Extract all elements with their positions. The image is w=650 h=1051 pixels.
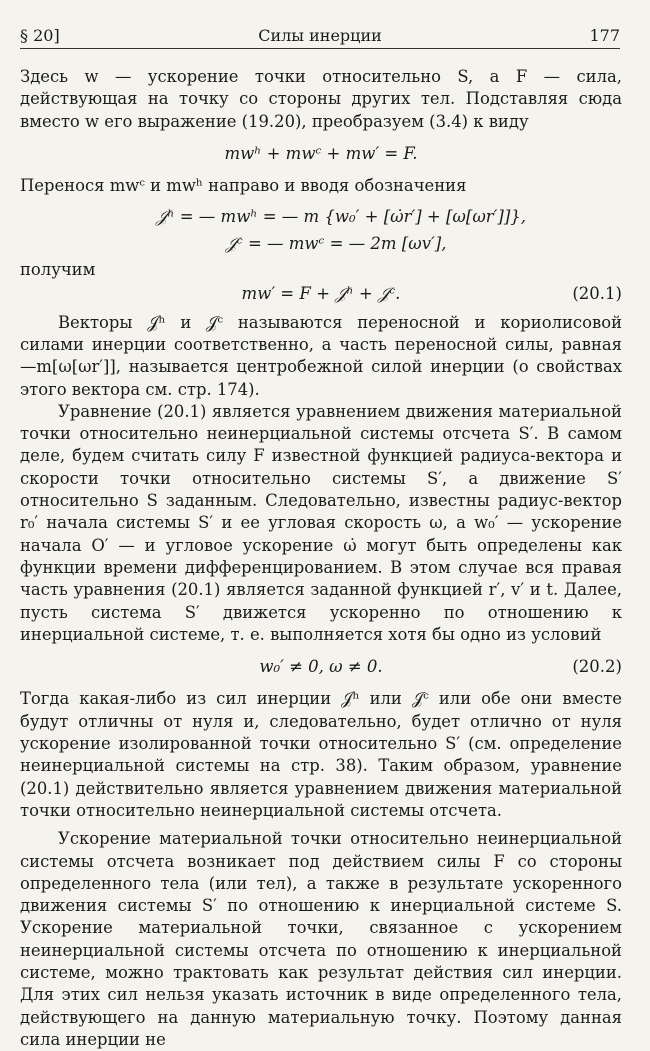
result-row xyxy=(20,259,622,306)
equation-b xyxy=(20,206,622,228)
page-header xyxy=(20,22,620,49)
equation-e xyxy=(20,656,622,678)
paragraph-transfer: Перенося mwᶜ и mwʰ направо и вводя обозначения xyxy=(20,176,467,196)
equation-c-text: 𝒥ᶜ = — mwᶜ = — 2m [ωv′], xyxy=(225,233,447,253)
equation-e-number: (20.2) xyxy=(572,657,622,677)
running-title: Силы инерции xyxy=(258,26,382,45)
paragraph-obtain: получим xyxy=(20,260,96,280)
paragraph-equation-motion: Уравнение (20.1) является уравнением движения материальной точки относительно неинерциальной системы отсчета S′. В самом деле, будем считать силу F известной функцией радиуса-вектора и скорости точки относительно системы S′, а движение S′ относительно S заданным. Следовательно, известны радиус-вектор r₀′ начала системы S′ и ее угловая скорость ω, а w₀′ — ускорение начала O′ — и угловое ускорение ω̇ могут быть определены как функции времени дифференцированием. В этом случае вся правая часть уравнения (20.1) является заданной функцией r′, v′ и t. Далее, пусть система S′ движется ускоренно по отношению к инерциальной системе, т. е. выполняется хотя бы одно из условий xyxy=(20,401,622,644)
paragraph-then: Тогда какая-либо из сил инерции 𝒥ʰ или 𝒥ᶜ или обе они вместе будут отличны от нуля и, следовательно, будет отлично от нуля ускорение изолированной точки относительно S′ (см. определение неинерциальной системы на стр. 38). Таким образом, уравнение (20.1) действительно является уравнением движения материальной точки относительно неинерциальной системы отсчета. xyxy=(20,689,622,820)
equation-d xyxy=(20,283,622,305)
paragraph-acceleration: Ускорение материальной точки относительно неинерциальной системы отсчета возникает под действием силы F со стороны определенного тела (или тел), а также в результате ускоренного движения системы S′ по отношению к инерциальной системе S. Ускорение материальной точки, связанное с ускорением неинерциальной системы отсчета по отношению к инерциальной системе, можно трактовать как результат действия сил инерции. Для этих сил нельзя указать источник в виде определенного тела, действующего на данную материальную точку. Поэтому данная сила инерции не xyxy=(20,829,622,1049)
section-number: § 20] xyxy=(20,26,60,45)
paragraph-intro: Здесь w — ускорение точки относительно S, а F — сила, действующая на точку со стороны других тел. Подставляя сюда вместо w его выражение (19.20), преобразуем (3.4) к виду xyxy=(20,67,622,131)
paragraph-vectors: Векторы 𝒥ʰ и 𝒥ᶜ называются переносной и кориолисовой силами инерции соответственно, а часть переносной силы, равная —m[ω[ωr′]], называется центробежной силой инерции (о свойствах этого вектора см. стр. 174). xyxy=(20,312,622,399)
equation-d-text: mw′ = F + 𝒥ʰ + 𝒥ᶜ. xyxy=(241,284,401,304)
equation-e-text: w₀′ ≠ 0, ω ≠ 0. xyxy=(259,657,383,677)
page-body xyxy=(20,66,622,1051)
equation-b-text: 𝒥ʰ = — mwʰ = — m {w₀′ + [ω̇r′] + [ω[ωr′]]}, xyxy=(155,207,527,227)
equation-a xyxy=(20,143,622,165)
equation-a-text: mwʰ + mwᶜ + mw′ = F. xyxy=(224,143,418,163)
equation-c xyxy=(20,233,622,255)
page-number: 177 xyxy=(589,26,620,45)
equation-d-number: (20.1) xyxy=(572,284,622,304)
